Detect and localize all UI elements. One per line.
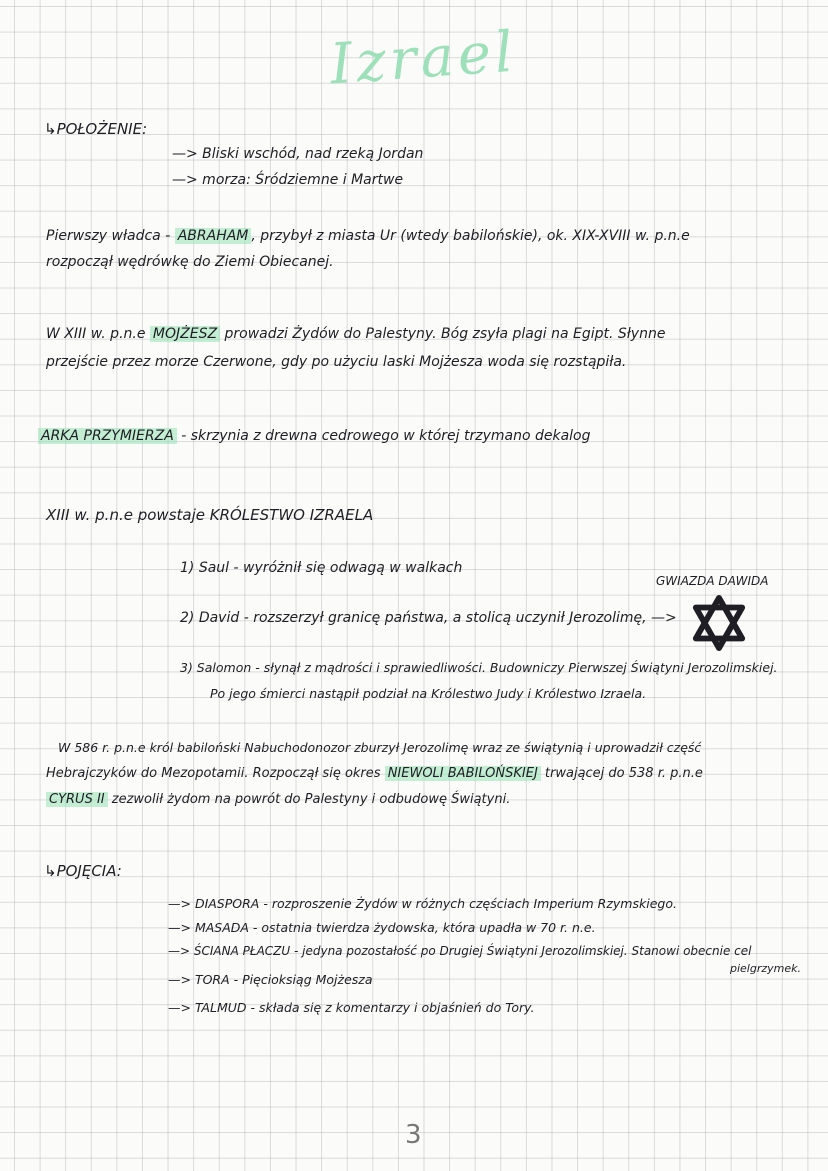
cyrus-highlight: CYRUS II [46,792,108,807]
star-label: GWIAZDA DAWIDA [656,574,769,588]
pojecia-item: —> TORA - Pięcioksiąg Mojżesza [168,972,373,987]
polozenie-item: —> morza: Śródziemne i Martwe [172,172,404,188]
mojzesz-text-b: prowadzi Żydów do Palestyny. Bóg zsyła plagi na Egipt. Słynne [220,326,666,342]
polozenie-item: —> Bliski wschód, nad rzeką Jordan [172,146,424,162]
babilon-line-2 [46,766,703,781]
arka-highlight: ARKA PRZYMIERZA [38,428,177,444]
babilon-text-a: Hebrajczyków do Mezopotamii. Rozpoczął się okres [46,766,385,781]
mojzesz-highlight: MOJŻESZ [150,326,220,342]
krolestwo-item: 1) Saul - wyróżnił się odwagą w walkach [180,560,463,576]
abraham-line-1 [46,228,690,244]
krolestwo-item: 3) Salomon - słynął z mądrości i sprawiedliwości. Budowniczy Pierwszej Świątyni Jerozolimskiej. [180,660,778,675]
abraham-text-b: , przybył z miasta Ur (wtedy babilońskie), ok. XIX-XVIII w. p.n.e [251,228,690,244]
abraham-text-a: Pierwszy władca - [46,228,175,244]
polozenie-heading: ↳POŁOŻENIE: [44,120,148,138]
arka-line [38,428,591,444]
krolestwo-heading: XIII w. p.n.e powstaje KRÓLESTWO IZRAELA [46,506,374,524]
star-of-david-icon [690,594,748,652]
pojecia-item-continuation: pielgrzymek. [730,962,802,975]
pojecia-item: —> ŚCIANA PŁACZU - jedyna pozostałość po Drugiej Świątyni Jerozolimskiej. Stanowi obecnie cel [168,944,752,958]
abraham-line-2: rozpoczął wędrówkę do Ziemi Obiecanej. [46,254,334,270]
pojecia-item: —> TALMUD - składa się z komentarzy i objaśnień do Tory. [168,1000,535,1015]
mojzesz-line-2: przejście przez morze Czerwone, gdy po użyciu laski Mojżesza woda się rozstąpiła. [46,354,627,370]
mojzesz-text-a: W XIII w. p.n.e [46,326,150,342]
babilon-line-1: W 586 r. p.n.e król babiloński Nabuchodonozor zburzył Jerozolimę wraz ze świątynią i uprowadził część [58,740,702,755]
pojecia-item: —> DIASPORA - rozproszenie Żydów w różnych częściach Imperium Rzymskiego. [168,896,677,911]
mojzesz-line-1 [46,326,665,342]
arka-text: - skrzynia z drewna cedrowego w której trzymano dekalog [176,428,591,444]
babilon-text-c: zezwolił żydom na powrót do Palestyny i odbudowę Świątyni. [107,792,511,807]
pojecia-heading: ↳POJĘCIA: [44,862,122,880]
abraham-highlight: ABRAHAM [175,228,252,244]
pojecia-item: —> MASADA - ostatnia twierdza żydowska, która upadła w 70 r. n.e. [168,920,596,935]
page-title: Izrael [327,19,519,98]
babilon-highlight: NIEWOLI BABILOŃSKIEJ [385,766,541,781]
page-number: 3 [405,1120,422,1150]
krolestwo-item: 2) David - rozszerzył granicę państwa, a stolicą uczynił Jerozolimę, —> [180,610,677,626]
babilon-text-b: trwającej do 538 r. p.n.e [540,766,703,781]
krolestwo-item-continuation: Po jego śmierci nastąpił podział na Królestwo Judy i Królestwo Izraela. [210,686,647,701]
babilon-line-3 [46,792,510,807]
